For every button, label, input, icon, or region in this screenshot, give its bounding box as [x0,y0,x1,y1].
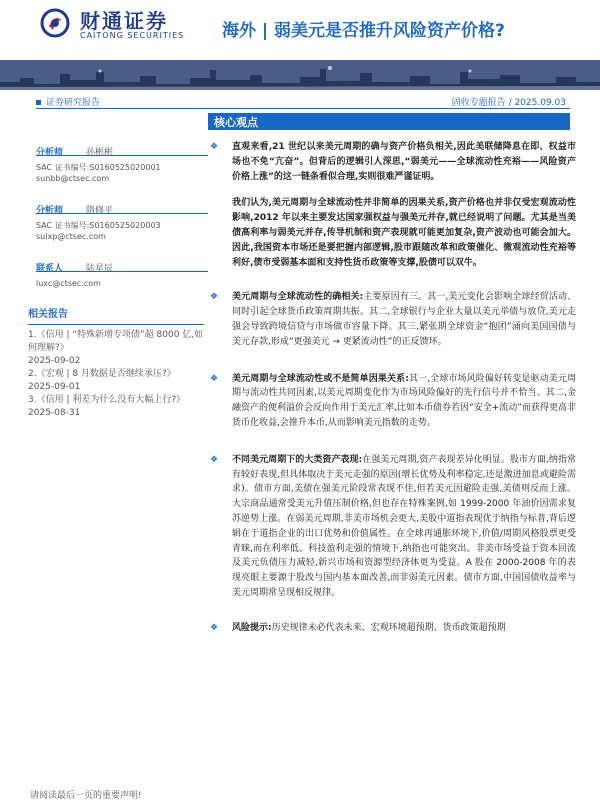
view-conclusion: 因此,我国资本市场还是要把握内部逻辑,股市跟随改革和政策催化、微观流动性充裕等利好,债市受弱基本面和支持性货币政策等支撑,股债可以双牛。 [232,242,576,268]
analyst-email[interactable]: sunbb@ctsec.com [36,174,110,183]
analyst-role: 分析师 [36,206,64,216]
company-logo-icon [40,8,70,38]
analyst-name: 隋修平 [86,206,114,216]
related-reports [28,305,204,420]
logo-chinese-name: 财通证券 [80,9,168,33]
diamond-bullet-icon: ❖ [210,292,219,303]
summary-paragraph [210,140,576,184]
square-bullet-icon [36,100,41,105]
related-divider [28,324,204,325]
point-paragraph [210,372,576,431]
analyst-name: 孙彬彬 [86,148,114,158]
analyst-sidebar [36,140,208,297]
point-heading: 美元周期与全球流动性或不是简单因果关系: [232,373,409,384]
related-report-date: 2025-08-31 [28,408,81,418]
diamond-bullet-icon: ❖ [210,142,219,152]
report-type [36,95,100,108]
contact-card [36,256,208,289]
point-heading: 不同美元周期下的大类资产表现: [232,454,363,465]
point-body: 其一,全球市场风险偏好转变是驱动美元周期与流动性共同因素,以美元周期变化作为市场风险偏好的先行信号并不恰当。其二,金融资产的便利溢价会反向作用于美元汇率,比如本币债券若因“安全+流动”而获得更高非货币化收益,会推升本币,从而影响美元指数的走势。 [232,373,576,428]
city-skyline-banner [0,60,600,90]
report-type-label: 证券研究报告 [46,98,101,108]
analyst-cert: SAC 证书编号:S0160525020003 [36,221,161,230]
related-report-link[interactable]: 3.《信用 | 利差为什么没有大幅上行?》 [28,395,186,405]
contact-role: 联系人 [36,264,64,274]
analyst-cert: SAC 证书编号:S0160525020001 [36,163,161,172]
analyst-role: 分析师 [36,148,64,158]
analyst-card [36,140,208,184]
contact-name: 陆星辰 [86,264,114,274]
related-report-link[interactable]: 2.《宏观 | 8 月数据是否继续承压?》 [28,369,176,379]
view-paragraph [214,196,576,270]
skyline-icon [0,60,600,90]
logo-english-name: CAITONG SECURITIES [80,31,185,40]
view-text: 我们认为,美元周期与全球流动性并非简单的因果关系,资产价格也并非仅受宏观流动性影响,2012 年以来主要发达国家强权益与强美元并存,就已经说明了问题。 [232,198,576,224]
diamond-bullet-icon: ❖ [210,454,219,465]
header-divider [36,108,570,109]
diamond-bullet-icon: ❖ [210,622,219,633]
risk-paragraph [210,621,576,636]
related-report-link[interactable]: 1.《信用 | “特殊新增专项债”超 8000 亿,如何理解?》 [28,330,204,353]
point-paragraph [210,453,576,601]
summary-text: 直观来看,21 世纪以来美元周期的确与资产价格负相关,因此美联储降息在即、权益市场也不免“亢奋”。但背后的逻辑引人深思, [232,142,576,167]
point-paragraph [210,290,576,349]
summary-highlight: “弱美元——全球流动性充裕——风险资产价格上涨” [232,156,576,182]
summary-text-end: 的这一链条看似合理,实则很难严谨证明。 [273,171,440,182]
point-heading: 美元周期与全球流动性的确相关: [232,292,364,303]
point-body: 主要原因有三。其一,美元变化会影响全球经贸活动、同时引起全球货币政策周期共振。其二,全球银行与企业大量以美元举债与放贷,美元走强会导致跨境信贷与市场做市容量下降。其三,紧张期全球资金“抱团”涌向美国国债与美元存款,形成“更强美元 → 更紧流动性”的正反馈环。 [232,292,576,347]
contact-email[interactable]: luxc@ctsec.com [36,279,101,288]
analyst-email[interactable]: suixp@ctsec.com [36,232,106,241]
risk-heading: 风险提示: [232,622,272,633]
core-views-body [210,140,576,636]
risk-body: 历史规律未必代表未来、宏观环境超预期、货币政策超预期 [271,622,506,633]
core-views-title: 核心观点 [214,116,258,129]
view-highlight: 尤其是当美债高利率与弱美元并存,传导机制和资产表现就可能更加复杂,资产波动也可能会加大。 [232,213,576,238]
disclaimer-notice: 请阅读最后一页的重要声明! [30,791,142,801]
related-report-date: 2025-09-02 [28,356,81,366]
point-body: 在强美元周期,资产表现差异化明显。股市方面,纳指常有较好表现,但具体取决于美元走强的原因(增长优势及利率稳定,还是激进加息或避险需求)。债市方面,美债在强美元阶段常表现不佳,但若美元因避险走强,美债则反而上涨。大宗商品通常受美元升值压制价格,但也存在特殊案例,如 1999-2000 年油价因需求复苏逆势上涨。在弱美元周期,非美市场机会更大,美股中道指表现优于纳指与标普,背后逻辑在于道指企业的出口优势和价值属性。在全球再通胀环境下,价值/周期风格股票更受青睐,而在利率低、科技盈利走强的情境下,纳指也可能突出。非美市场受益于资本回流及美元负债压力减轻,新兴市场和资源型经济体更为受益。A 股在 2000-2008 年的表现亮眼主要源于股改与国内基本面改善,而非弱美元因素。债市方面,中国国债收益率与美元周期常呈现相反规律。 [232,454,576,598]
analyst-card [36,198,208,242]
report-title: 海外 | 弱美元是否推升风险资产价格? [222,21,505,41]
related-reports-title: 相关报告 [28,309,68,320]
report-date: 固收专题报告 / 2025.09.03 [451,98,566,108]
header [0,0,600,60]
core-views-header-bar [208,113,570,130]
related-report-date: 2025-09-01 [28,382,81,392]
diamond-bullet-icon: ❖ [210,373,219,384]
